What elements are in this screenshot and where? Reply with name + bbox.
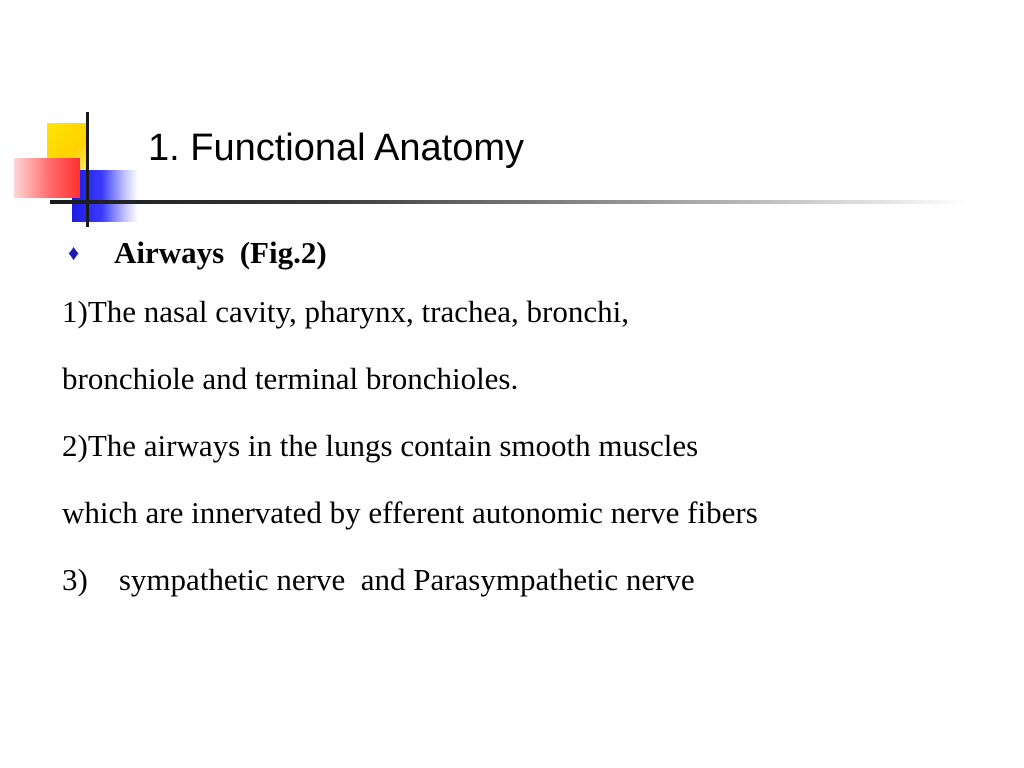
body-line-2: bronchiole and terminal bronchioles. (62, 361, 519, 396)
slide-title: 1. Functional Anatomy (148, 127, 524, 169)
body-line-3: 2)The airways in the lungs contain smooth muscles (62, 428, 699, 463)
body-line-5: 3) sympathetic nerve and Parasympathetic nerve (62, 562, 695, 597)
slide-body (62, 228, 1002, 613)
title-underline-rule (50, 200, 970, 204)
decorative-vertical-line (86, 112, 89, 227)
heading-text: Airways (Fig.2) (114, 235, 327, 270)
body-line-1: 1)The nasal cavity, pharynx, trachea, bronchi, (62, 294, 629, 329)
bullet-heading (62, 228, 1002, 278)
diamond-bullet-icon: ♦ (68, 240, 80, 265)
decorative-red-square (14, 158, 80, 198)
body-line-4: which are innervated by efferent autonomic nerve fibers (62, 495, 758, 530)
decorative-blue-square (72, 170, 138, 222)
